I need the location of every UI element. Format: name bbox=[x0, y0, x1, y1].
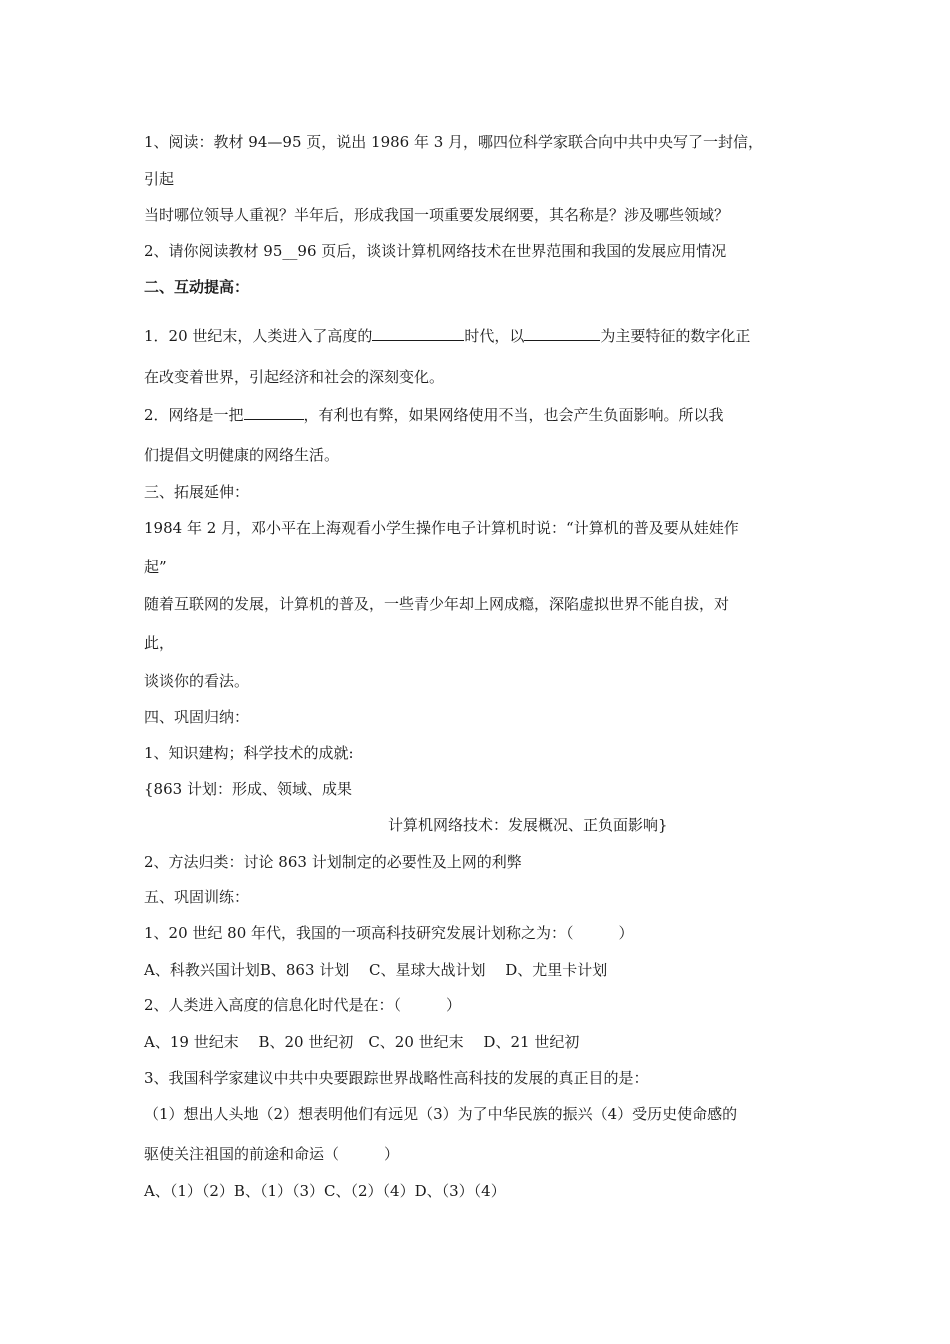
fill-blank-3 bbox=[244, 404, 304, 420]
item-2-text-post: ，有利也有弊，如果网络使用不当，也会产生负面影响。所以我 bbox=[303, 406, 724, 424]
method-summary: 2、方法归类：讨论 863 计划制定的必要性及上网的利弊 bbox=[144, 853, 522, 871]
extension-2-line-3: 谈谈你的看法。 bbox=[144, 672, 250, 690]
extension-1-line-2: 起” bbox=[144, 558, 167, 576]
section-2-heading: 二、互动提高： bbox=[144, 278, 250, 296]
test-question-3-statements-cont: 驱使关注祖国的前途和命运（ ） bbox=[144, 1145, 400, 1163]
item-1-text-pre: 1．20 世纪末，人类进入了高度的 bbox=[144, 327, 373, 345]
test-question-3-options: A、（1）（2）B、（1）（3）C、（2）（4）D、（3）（4） bbox=[144, 1182, 506, 1200]
section-4-heading: 四、巩固归纳： bbox=[144, 708, 250, 726]
section-5-heading: 五、巩固训练： bbox=[144, 888, 250, 906]
knowledge-network-tech: 计算机网络技术：发展概况、正负面影响} bbox=[388, 816, 668, 834]
knowledge-1: 1、知识建构；科学技术的成就: bbox=[144, 744, 354, 762]
test-question-3: 3、我国科学家建议中共中央要跟踪世界战略性高科技的发展的真正目的是： bbox=[144, 1069, 649, 1087]
test-question-1: 1、20 世纪 80 年代，我国的一项高科技研究发展计划称之为：（ ） bbox=[144, 924, 634, 942]
item-1-text-post: 为主要特征的数字化正 bbox=[600, 327, 751, 345]
fill-blank-1 bbox=[372, 325, 464, 341]
extension-2-line-1: 随着互联网的发展，计算机的普及，一些青少年却上网成瘾，深陷虚拟世界不能自拔，对 bbox=[144, 595, 730, 613]
section-3-heading: 三、拓展延伸： bbox=[144, 483, 250, 501]
test-question-3-statements: （1）想出人头地（2）想表明他们有远见（3）为了中华民族的振兴（4）受历史使命感的 bbox=[144, 1105, 738, 1123]
interactive-item-2-line-2: 们提倡文明健康的网络生活。 bbox=[144, 446, 340, 464]
extension-1-line-1: 1984 年 2 月，邓小平在上海观看小学生操作电子计算机时说：“计算机的普及要从娃娃作 bbox=[144, 519, 739, 537]
question-1-line-2: 引起 bbox=[144, 170, 175, 188]
question-1-line-1: 1、阅读：教材 94—95 页，说出 1986 年 3 月，哪四位科学家联合向中共中央写了一封信， bbox=[144, 133, 764, 151]
question-2: 2、请你阅读教材 95__96 页后，谈谈计算机网络技术在世界范围和我国的发展应用情况 bbox=[144, 242, 727, 260]
interactive-item-1-line-2: 在改变着世界，引起经济和社会的深刻变化。 bbox=[144, 368, 445, 386]
item-1-text-mid: 时代，以 bbox=[464, 327, 525, 345]
fill-blank-2 bbox=[524, 325, 600, 341]
item-2-text-pre: 2．网络是一把 bbox=[144, 406, 244, 424]
knowledge-863-plan: {863 计划：形成、领域、成果 bbox=[144, 780, 352, 798]
test-question-2: 2、人类进入高度的信息化时代是在：（ ） bbox=[144, 996, 462, 1014]
interactive-item-1-line-1 bbox=[144, 325, 814, 347]
interactive-item-2-line-1 bbox=[144, 404, 814, 426]
test-question-2-options: A、19 世纪末 B、20 世纪初 C、20 世纪末 D、21 世纪初 bbox=[144, 1033, 580, 1051]
test-question-1-options: A、科教兴国计划B、863 计划 C、星球大战计划 D、尤里卡计划 bbox=[144, 961, 608, 979]
question-1-line-3: 当时哪位领导人重视？半年后，形成我国一项重要发展纲要，其名称是？涉及哪些领域？ bbox=[144, 206, 730, 224]
extension-2-line-2: 此， bbox=[144, 634, 175, 652]
